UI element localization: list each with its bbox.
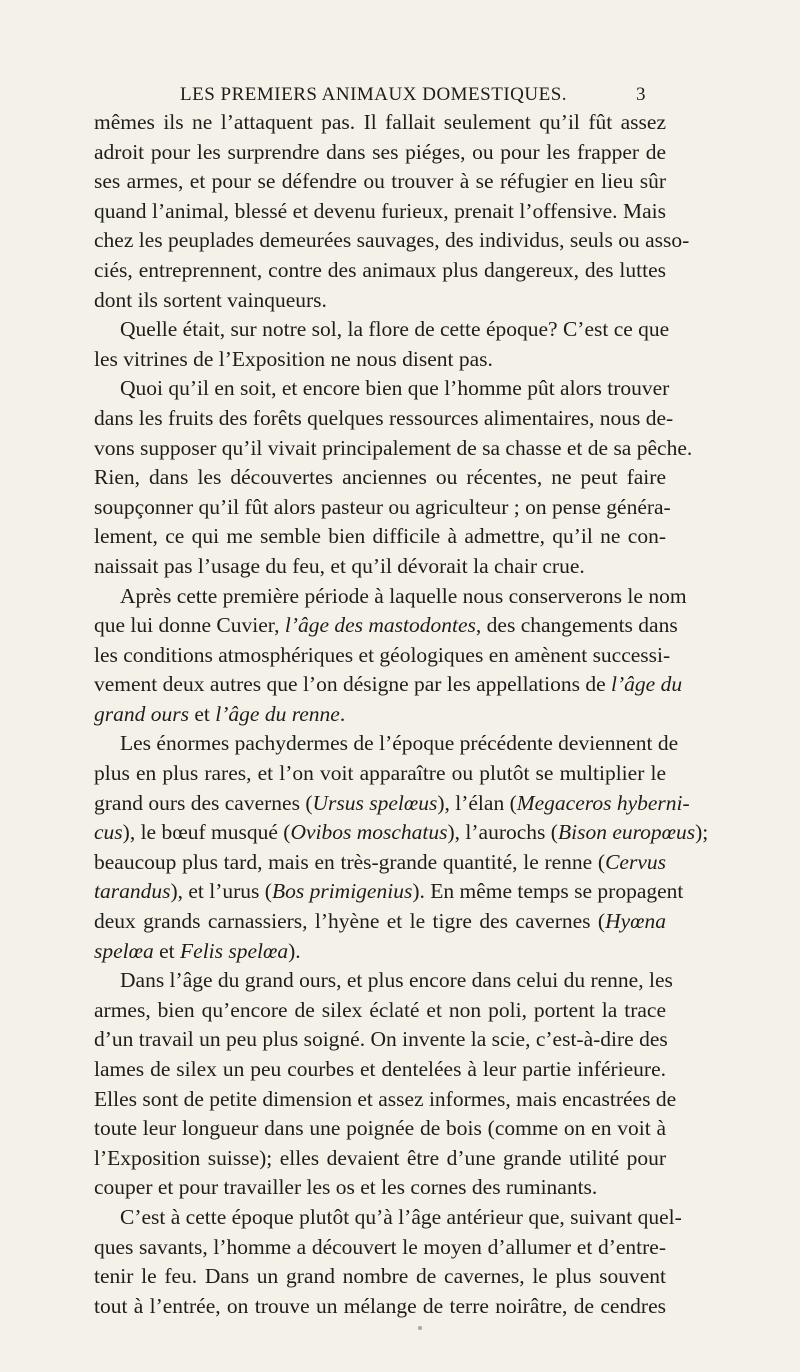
text-line <box>94 877 684 907</box>
text-line <box>94 937 666 967</box>
text-line: adroit pour les surprendre dans ses piéges, ou pour les frapper de <box>94 139 666 164</box>
text-line: les vitrines de l’Exposition ne nous disent pas. <box>94 346 493 371</box>
text-segment: deux grands carnassiers, l’hyène et le tigre des cavernes ( <box>94 909 606 934</box>
italic-term: Bison europœus <box>557 820 696 845</box>
paper-speck <box>418 1326 422 1330</box>
body-text <box>94 108 709 1321</box>
text-segment: vement deux autres que l’on désigne par les appellations de <box>94 672 612 697</box>
text-segment: ), l’élan ( <box>437 790 517 815</box>
text-line: Les énormes pachydermes de l’époque précédente deviennent de <box>120 731 679 756</box>
italic-term: Felis spelœa <box>180 938 289 963</box>
text-line: mêmes ils ne l’attaquent pas. Il fallait seulement qu’il fût assez <box>94 110 666 134</box>
text-line: tenir le feu. Dans un grand nombre de cavernes, le plus souvent <box>94 1264 666 1289</box>
text-line: toute leur longueur dans une poignée de bois (comme on en voit à <box>94 1116 666 1141</box>
text-segment: ); <box>695 820 709 845</box>
text-line: soupçonner qu’il fût alors pasteur ou agriculteur ; on pense généra- <box>94 494 671 519</box>
text-line: ses armes, et pour se défendre ou trouver à se réfugier en lieu sûr <box>94 169 666 194</box>
text-segment: et <box>153 938 181 963</box>
text-line: naissait pas l’usage du feu, et qu’il dévorait la chair crue. <box>94 553 585 578</box>
text-line: ciés, entreprennent, contre des animaux plus dangereux, des luttes <box>94 257 666 282</box>
text-line: l’Exposition suisse); elles devaient être d’une grande utilité pour <box>94 1145 666 1170</box>
text-segment: . <box>339 701 346 726</box>
italic-term: spelœa <box>94 938 154 963</box>
text-line: dont ils sortent vainqueurs. <box>94 287 327 312</box>
text-line <box>94 700 666 730</box>
italic-term: cus <box>94 820 123 845</box>
text-line: plus en plus rares, et l’on voit apparaître ou plutôt se multiplier le <box>94 761 666 786</box>
text-segment: ), le bœuf musqué ( <box>122 820 291 845</box>
italic-term: l’âge des mastodontes <box>284 613 476 638</box>
italic-term: Cervus <box>605 849 666 874</box>
italic-term: grand ours <box>94 701 189 726</box>
text-line <box>94 818 709 848</box>
text-line: Quoi qu’il en soit, et encore bien que l’homme pût alors trouver <box>120 376 670 401</box>
text-line: vons supposer qu’il vivait principalement de sa chasse et de sa pêche. <box>94 435 693 460</box>
text-line: Dans l’âge du grand ours, et plus encore dans celui du renne, les <box>120 968 673 993</box>
text-segment: que lui donne Cuvier, <box>94 613 285 638</box>
text-segment: et <box>188 701 216 726</box>
text-line: Quelle était, sur notre sol, la flore de cette époque? C’est ce que <box>120 317 670 342</box>
text-line: dans les fruits des forêts quelques ressources alimentaires, nous de- <box>94 405 674 430</box>
italic-term: tarandus <box>94 879 171 904</box>
italic-term: Ursus spelœus <box>312 790 438 815</box>
text-line: couper et pour travailler les os et les cornes des ruminants. <box>94 1175 598 1200</box>
running-head: LES PREMIERS ANIMAUX DOMESTIQUES. <box>180 84 568 105</box>
italic-term: Ovibos moschatus <box>290 820 448 845</box>
text-line: quand l’animal, blessé et devenu furieux, prenait l’offensive. Mais <box>94 198 666 223</box>
text-line: armes, bien qu’encore de silex éclaté et non poli, portent la trace <box>94 997 666 1022</box>
page-number: 3 <box>636 84 646 105</box>
text-line <box>94 789 690 819</box>
text-line: C’est à cette époque plutôt qu’à l’âge antérieur que, suivant quel- <box>120 1204 682 1229</box>
text-line: d’un travail un peu plus soigné. On invente la scie, c’est-à-dire des <box>94 1027 668 1052</box>
text-line: Rien, dans les découvertes anciennes ou récentes, ne peut faire <box>94 465 666 490</box>
italic-term: Hyœna <box>605 909 666 934</box>
text-segment: , des changements dans <box>475 613 678 638</box>
text-line: chez les peuplades demeurées sauvages, des individus, seuls ou asso- <box>94 228 690 253</box>
italic-term: Bos primigenius <box>271 879 413 904</box>
italic-term: l’âge du <box>611 672 683 697</box>
text-line: les conditions atmosphériques et géologiques en amènent successi- <box>94 642 671 667</box>
text-segment: beaucoup plus tard, mais en très-grande quantité, le renne ( <box>94 849 606 874</box>
text-line <box>94 848 666 878</box>
text-line: lames de silex un peu courbes et dentelées à leur partie inférieure. <box>94 1057 666 1081</box>
text-line: lement, ce qui me semble bien difficile à admettre, qu’il ne con- <box>94 524 666 549</box>
text-segment: grand ours des cavernes ( <box>94 790 313 815</box>
text-line: ques savants, l’homme a découvert le moyen d’allumer et d’entre- <box>94 1234 666 1259</box>
text-line <box>94 670 683 700</box>
text-line: Elles sont de petite dimension et assez informes, mais encastrées de <box>94 1086 677 1111</box>
text-line: Après cette première période à laquelle nous conserverons le nom <box>120 583 687 608</box>
italic-term: Megaceros hyberni- <box>516 790 690 815</box>
text-line: tout à l’entrée, on trouve un mélange de terre noirâtre, de cendres <box>94 1293 666 1318</box>
text-line <box>94 907 666 937</box>
text-segment: ), et l’urus ( <box>170 879 272 904</box>
text-segment: ). <box>288 938 301 963</box>
italic-term: l’âge du renne <box>215 701 340 726</box>
text-line <box>94 611 678 641</box>
text-segment: ). En même temps se propagent <box>412 879 684 904</box>
text-segment: ), l’aurochs ( <box>447 820 558 845</box>
